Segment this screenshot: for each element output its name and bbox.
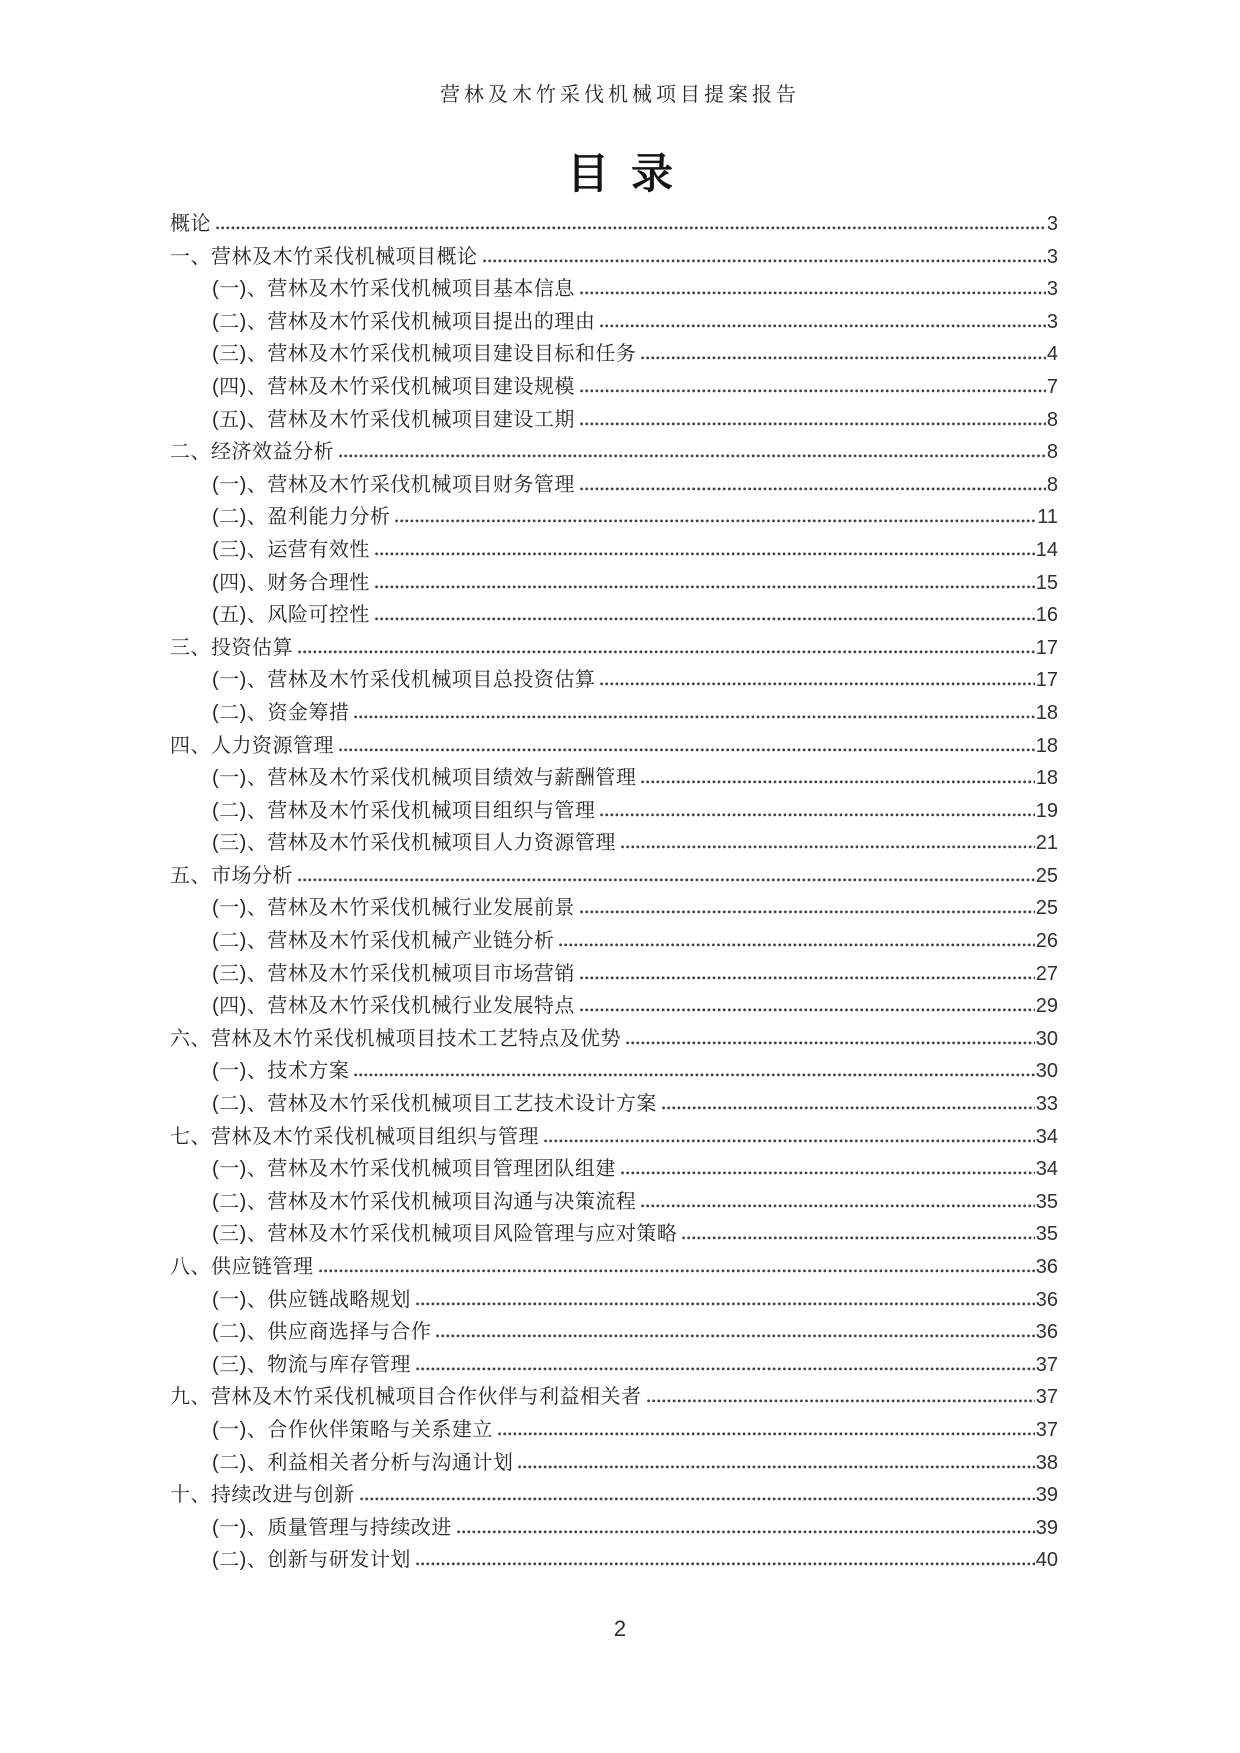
toc-entry-label: (二)、创新与研发计划 bbox=[212, 1549, 411, 1572]
toc-entry-page-number: 39 bbox=[1035, 1516, 1058, 1539]
toc-entry-label: (二)、供应商选择与合作 bbox=[212, 1321, 432, 1344]
toc-entry-page-number: 19 bbox=[1035, 799, 1058, 822]
toc-entry-page-number: 14 bbox=[1035, 538, 1058, 561]
toc-dot-leader bbox=[621, 844, 1035, 849]
toc-entry-page-number: 4 bbox=[1046, 343, 1058, 366]
toc-dot-leader bbox=[544, 1138, 1035, 1143]
toc-entry-label: 概论 bbox=[170, 213, 211, 235]
toc-entry[interactable] bbox=[170, 241, 1058, 274]
toc-entry-label: (四)、营林及木竹采伐机械行业发展特点 bbox=[212, 995, 575, 1018]
toc-entry-label: (三)、营林及木竹采伐机械项目人力资源管理 bbox=[212, 832, 616, 855]
toc-dot-leader bbox=[580, 1007, 1035, 1012]
toc-entry[interactable] bbox=[170, 1316, 1058, 1349]
toc-entry[interactable] bbox=[170, 1055, 1058, 1088]
toc-list bbox=[170, 208, 1058, 1577]
toc-entry-page-number: 25 bbox=[1035, 864, 1058, 887]
toc-dot-leader bbox=[436, 1333, 1034, 1338]
toc-title: 目录 bbox=[566, 152, 695, 198]
toc-entry[interactable] bbox=[170, 1088, 1058, 1121]
toc-entry-page-number: 15 bbox=[1035, 571, 1058, 594]
toc-dot-leader bbox=[580, 290, 1046, 295]
toc-entry-label: (三)、运营有效性 bbox=[212, 538, 370, 561]
toc-dot-leader bbox=[354, 714, 1034, 719]
toc-entry-label: 八、供应链管理 bbox=[170, 1256, 314, 1278]
toc-entry-page-number: 34 bbox=[1035, 1125, 1058, 1148]
toc-entry-page-number: 30 bbox=[1035, 1060, 1058, 1083]
toc-entry[interactable] bbox=[170, 827, 1058, 860]
page-number-footer: 2 bbox=[613, 1616, 627, 1641]
toc-entry[interactable] bbox=[170, 404, 1058, 437]
toc-entry-page-number: 17 bbox=[1035, 636, 1058, 659]
toc-entry-label: (四)、财务合理性 bbox=[212, 571, 370, 594]
toc-entry[interactable] bbox=[170, 697, 1058, 730]
toc-entry[interactable] bbox=[170, 1349, 1058, 1382]
toc-entry-label: 五、市场分析 bbox=[170, 864, 293, 887]
toc-entry[interactable] bbox=[170, 1544, 1058, 1577]
toc-dot-leader bbox=[641, 779, 1034, 784]
toc-entry[interactable] bbox=[170, 1121, 1058, 1154]
toc-entry-label: (一)、营林及木竹采伐机械项目总投资估算 bbox=[212, 669, 596, 692]
toc-entry-label: (一)、营林及木竹采伐机械行业发展前景 bbox=[212, 897, 575, 920]
toc-entry-label: (四)、营林及木竹采伐机械项目建设规模 bbox=[212, 375, 575, 398]
toc-dot-leader bbox=[298, 877, 1035, 882]
toc-dot-leader bbox=[626, 1040, 1035, 1045]
toc-entry[interactable] bbox=[170, 762, 1058, 795]
toc-dot-leader bbox=[395, 518, 1036, 523]
toc-entry[interactable] bbox=[170, 925, 1058, 958]
toc-entry-page-number: 3 bbox=[1046, 278, 1058, 301]
toc-entry[interactable] bbox=[170, 1381, 1058, 1414]
toc-dot-leader bbox=[457, 1529, 1035, 1534]
toc-entry[interactable] bbox=[170, 469, 1058, 502]
toc-dot-leader bbox=[319, 1268, 1035, 1273]
toc-entry[interactable] bbox=[170, 795, 1058, 828]
toc-entry[interactable] bbox=[170, 208, 1058, 241]
toc-dot-leader bbox=[641, 355, 1046, 360]
toc-dot-leader bbox=[621, 1170, 1035, 1175]
toc-entry[interactable] bbox=[170, 730, 1058, 763]
toc-entry-page-number: 3 bbox=[1046, 245, 1058, 268]
toc-dot-leader bbox=[662, 1105, 1035, 1110]
toc-entry[interactable] bbox=[170, 1023, 1058, 1056]
document-header: 营林及木竹采伐机械项目提案报告 bbox=[440, 84, 800, 106]
toc-entry-label: (五)、营林及木竹采伐机械项目建设工期 bbox=[212, 408, 575, 431]
toc-entry[interactable] bbox=[170, 306, 1058, 339]
toc-entry-page-number: 35 bbox=[1035, 1190, 1058, 1213]
toc-entry-label: (一)、合作伙伴策略与关系建立 bbox=[212, 1418, 493, 1441]
toc-entry-label: (一)、营林及木竹采伐机械项目基本信息 bbox=[212, 278, 575, 301]
toc-entry-label: (三)、物流与库存管理 bbox=[212, 1353, 411, 1376]
toc-entry-label: (二)、营林及木竹采伐机械项目沟通与决策流程 bbox=[212, 1190, 637, 1213]
toc-entry[interactable] bbox=[170, 990, 1058, 1023]
toc-entry-page-number: 18 bbox=[1035, 734, 1058, 757]
toc-dot-leader bbox=[339, 453, 1046, 458]
toc-entry[interactable] bbox=[170, 338, 1058, 371]
toc-entry-page-number: 34 bbox=[1035, 1158, 1058, 1181]
toc-entry-page-number: 39 bbox=[1035, 1484, 1058, 1507]
toc-entry[interactable] bbox=[170, 599, 1058, 632]
toc-entry-page-number: 29 bbox=[1035, 995, 1058, 1018]
toc-entry-label: (三)、营林及木竹采伐机械项目风险管理与应对策略 bbox=[212, 1223, 678, 1246]
toc-entry-page-number: 37 bbox=[1035, 1353, 1058, 1376]
toc-dot-leader bbox=[580, 975, 1035, 980]
toc-entry[interactable] bbox=[170, 1251, 1058, 1284]
toc-dot-leader bbox=[483, 258, 1046, 263]
toc-dot-leader bbox=[339, 747, 1035, 752]
toc-entry-page-number: 37 bbox=[1035, 1418, 1058, 1441]
toc-entry[interactable] bbox=[170, 534, 1058, 567]
toc-entry-page-number: 38 bbox=[1035, 1451, 1058, 1474]
toc-dot-leader bbox=[600, 323, 1046, 328]
toc-entry-label: (五)、风险可控性 bbox=[212, 604, 370, 627]
toc-entry-page-number: 3 bbox=[1046, 310, 1058, 333]
toc-entry-page-number: 30 bbox=[1035, 1027, 1058, 1050]
toc-entry-label: (一)、营林及木竹采伐机械项目管理团队组建 bbox=[212, 1158, 616, 1181]
toc-dot-leader bbox=[600, 812, 1034, 817]
toc-dot-leader bbox=[416, 1366, 1035, 1371]
toc-entry[interactable] bbox=[170, 958, 1058, 991]
toc-entry-page-number: 36 bbox=[1035, 1321, 1058, 1344]
toc-entry[interactable] bbox=[170, 892, 1058, 925]
toc-dot-leader bbox=[375, 551, 1035, 556]
toc-entry-label: 一、营林及木竹采伐机械项目概论 bbox=[170, 245, 478, 268]
toc-dot-leader bbox=[416, 1561, 1035, 1566]
toc-entry[interactable] bbox=[170, 567, 1058, 600]
toc-entry[interactable] bbox=[170, 1479, 1058, 1512]
toc-entry-page-number: 8 bbox=[1046, 473, 1058, 496]
toc-entry-label: (一)、供应链战略规划 bbox=[212, 1288, 411, 1311]
toc-entry-label: 九、营林及木竹采伐机械项目合作伙伴与利益相关者 bbox=[170, 1386, 642, 1409]
toc-entry-page-number: 17 bbox=[1035, 669, 1058, 692]
toc-entry[interactable] bbox=[170, 273, 1058, 306]
toc-entry-page-number: 11 bbox=[1037, 506, 1058, 529]
toc-dot-leader bbox=[641, 1203, 1034, 1208]
toc-entry-label: 十、持续改进与创新 bbox=[170, 1484, 355, 1507]
toc-dot-leader bbox=[498, 1431, 1035, 1436]
toc-entry-page-number: 8 bbox=[1046, 408, 1058, 431]
toc-entry-page-number: 25 bbox=[1035, 897, 1058, 920]
toc-entry-page-number: 33 bbox=[1035, 1093, 1058, 1116]
toc-dot-leader bbox=[375, 584, 1035, 589]
toc-entry-page-number: 3 bbox=[1046, 213, 1058, 235]
toc-dot-leader bbox=[416, 1301, 1035, 1306]
toc-entry[interactable] bbox=[170, 1284, 1058, 1317]
toc-dot-leader bbox=[375, 616, 1035, 621]
toc-dot-leader bbox=[580, 486, 1046, 491]
toc-entry-label: (一)、营林及木竹采伐机械项目绩效与薪酬管理 bbox=[212, 767, 637, 790]
toc-entry-page-number: 36 bbox=[1035, 1288, 1058, 1311]
toc-dot-leader bbox=[360, 1496, 1035, 1501]
toc-entry[interactable] bbox=[170, 1153, 1058, 1186]
toc-entry-label: (二)、营林及木竹采伐机械项目提出的理由 bbox=[212, 310, 596, 333]
toc-entry[interactable] bbox=[170, 1186, 1058, 1219]
toc-entry-page-number: 18 bbox=[1035, 767, 1058, 790]
toc-entry-page-number: 7 bbox=[1046, 375, 1058, 398]
toc-entry[interactable] bbox=[170, 1512, 1058, 1545]
toc-entry[interactable] bbox=[170, 860, 1058, 893]
toc-entry-page-number: 21 bbox=[1035, 832, 1058, 855]
toc-entry-label: (三)、营林及木竹采伐机械项目市场营销 bbox=[212, 962, 575, 985]
toc-entry-label: (一)、技术方案 bbox=[212, 1060, 350, 1083]
toc-entry-label: 三、投资估算 bbox=[170, 636, 293, 659]
toc-dot-leader bbox=[298, 649, 1035, 654]
toc-entry-label: (二)、营林及木竹采伐机械产业链分析 bbox=[212, 930, 555, 953]
toc-dot-leader bbox=[518, 1464, 1034, 1469]
toc-entry-page-number: 26 bbox=[1035, 930, 1058, 953]
toc-dot-leader bbox=[580, 909, 1035, 914]
toc-entry-label: (二)、利益相关者分析与沟通计划 bbox=[212, 1451, 514, 1474]
toc-dot-leader bbox=[682, 1235, 1034, 1240]
toc-entry-page-number: 8 bbox=[1046, 441, 1058, 464]
toc-entry[interactable] bbox=[170, 1218, 1058, 1251]
toc-dot-leader bbox=[216, 225, 1046, 230]
toc-entry[interactable] bbox=[170, 501, 1058, 534]
toc-entry-label: 六、营林及木竹采伐机械项目技术工艺特点及优势 bbox=[170, 1027, 621, 1050]
toc-dot-leader bbox=[354, 1072, 1034, 1077]
toc-dot-leader bbox=[559, 942, 1034, 947]
toc-entry-label: (二)、营林及木竹采伐机械项目工艺技术设计方案 bbox=[212, 1093, 657, 1116]
toc-entry-label: (三)、营林及木竹采伐机械项目建设目标和任务 bbox=[212, 343, 637, 366]
toc-entry[interactable] bbox=[170, 1447, 1058, 1480]
toc-dot-leader bbox=[647, 1398, 1035, 1403]
toc-entry-page-number: 37 bbox=[1035, 1386, 1058, 1409]
toc-entry-page-number: 36 bbox=[1035, 1256, 1058, 1278]
toc-dot-leader bbox=[580, 421, 1046, 426]
toc-dot-leader bbox=[600, 681, 1034, 686]
toc-entry-page-number: 27 bbox=[1035, 962, 1058, 985]
toc-entry-page-number: 35 bbox=[1035, 1223, 1058, 1246]
toc-dot-leader bbox=[580, 388, 1046, 393]
toc-entry-page-number: 18 bbox=[1035, 701, 1058, 724]
toc-entry-label: (二)、营林及木竹采伐机械项目组织与管理 bbox=[212, 799, 596, 822]
toc-entry-label: 二、经济效益分析 bbox=[170, 441, 334, 464]
toc-entry-label: (一)、质量管理与持续改进 bbox=[212, 1516, 452, 1539]
toc-entry-label: (二)、资金筹措 bbox=[212, 701, 350, 724]
toc-entry-label: 七、营林及木竹采伐机械项目组织与管理 bbox=[170, 1125, 539, 1148]
toc-entry[interactable] bbox=[170, 371, 1058, 404]
toc-entry-label: (二)、盈利能力分析 bbox=[212, 506, 391, 529]
toc-entry-page-number: 40 bbox=[1035, 1549, 1058, 1572]
toc-entry-page-number: 16 bbox=[1035, 604, 1058, 627]
toc-entry[interactable] bbox=[170, 436, 1058, 469]
toc-entry-label: (一)、营林及木竹采伐机械项目财务管理 bbox=[212, 473, 575, 496]
toc-entry[interactable] bbox=[170, 664, 1058, 697]
toc-entry-label: 四、人力资源管理 bbox=[170, 734, 334, 757]
toc-entry[interactable] bbox=[170, 1414, 1058, 1447]
toc-entry[interactable] bbox=[170, 632, 1058, 665]
